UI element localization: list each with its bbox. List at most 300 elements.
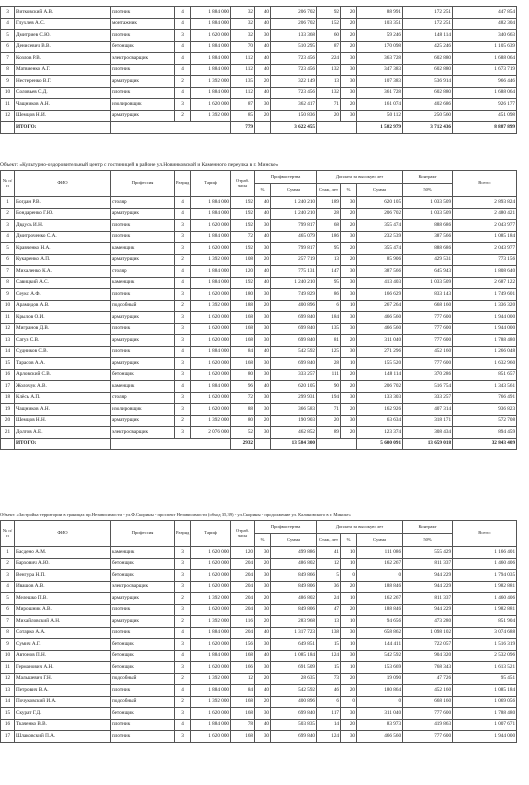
table-cell: 7 <box>1 616 15 628</box>
table-cell: каменщик <box>111 547 175 559</box>
table-cell: 20 <box>255 696 271 708</box>
table-cell: Козлов Р.В. <box>15 53 111 65</box>
table-cell: 3 <box>175 570 191 582</box>
table-cell: 17 <box>1 381 15 393</box>
table-cell: 1 392 000 <box>191 593 231 605</box>
table-cell: 1 794 035 <box>453 570 517 582</box>
table-cell: 30 <box>341 87 357 99</box>
table-row <box>1 7 517 19</box>
table-cell: 2 043 977 <box>453 243 517 255</box>
table-cell: 20 <box>341 41 357 53</box>
table-cell: 1 944 000 <box>453 731 517 743</box>
table-cell: 135 <box>231 76 255 88</box>
table-cell: 3 <box>175 604 191 616</box>
table-cell: 40 <box>255 231 271 243</box>
table-cell: 232 539 <box>357 231 403 243</box>
table-cell: 192 <box>231 243 255 255</box>
table-cell: Кукаренко А.П. <box>15 254 111 266</box>
table-row <box>1 335 517 347</box>
table-cell: 40 <box>255 381 271 393</box>
table-row <box>1 696 517 708</box>
table-cell: арматурщик <box>111 358 175 370</box>
table-cell: плотник <box>111 289 175 301</box>
table-cell: 1 884 000 <box>191 197 231 209</box>
table-cell: 111 086 <box>357 547 403 559</box>
table-cell: 12 <box>1 110 15 122</box>
table-cell: 12 <box>1 323 15 335</box>
table-cell: 30 <box>341 323 357 335</box>
table-cell: 447 854 <box>453 7 517 19</box>
table-cell: 206 702 <box>357 381 403 393</box>
table-cell: столяр <box>111 266 175 278</box>
header-premium: Профвастертва <box>255 521 317 534</box>
table-row <box>1 346 517 358</box>
table-cell: 20 <box>341 18 357 30</box>
table-row <box>1 369 517 381</box>
table-cell: 28 <box>317 208 341 220</box>
table-cell: Клёсь А.П. <box>15 392 111 404</box>
table-cell: Дмитриев С.Ю. <box>15 30 111 42</box>
table-cell: 1 884 000 <box>191 7 231 19</box>
table-cell: Чащников А.Н. <box>15 99 111 111</box>
table-cell: 30 <box>255 547 271 559</box>
table-cell: 8 <box>1 277 15 289</box>
table-cell: 9 <box>1 289 15 301</box>
table-row <box>1 673 517 685</box>
table-cell: 95 <box>317 277 341 289</box>
table-cell: арматурщик <box>111 616 175 628</box>
table-row <box>1 300 517 312</box>
table-cell: 400 896 <box>271 696 317 708</box>
table-cell: 602 880 <box>403 87 453 99</box>
table-cell: 204 <box>231 593 255 605</box>
table-cell: 20 <box>341 673 357 685</box>
table-row <box>1 266 517 278</box>
table-cell: 366 583 <box>271 404 317 416</box>
table-row <box>1 30 517 42</box>
table-cell: 699 840 <box>271 358 317 370</box>
table-cell: 10 <box>341 616 357 628</box>
table-cell: 3 <box>1 570 15 582</box>
table-cell: 4 <box>175 277 191 289</box>
table-cell: Двдусь И.Н. <box>15 220 111 232</box>
table-cell: 4 <box>1 18 15 30</box>
table-cell: 30 <box>255 427 271 439</box>
table-cell: 4 <box>175 197 191 209</box>
table-cell: 0 <box>341 696 357 708</box>
table-cell: 30 <box>255 708 271 720</box>
table-cell: арматурщик <box>111 593 175 605</box>
table-cell: 429 531 <box>403 254 453 266</box>
table-row <box>1 593 517 605</box>
table-cell: 5 <box>1 30 15 42</box>
table-cell: каменщик <box>111 381 175 393</box>
table-cell: 1 884 000 <box>191 208 231 220</box>
table-cell: Долгов А.Е. <box>15 427 111 439</box>
table-cell: 466 560 <box>357 731 403 743</box>
table-cell: 1 620 000 <box>191 604 231 616</box>
table-cell: 452 160 <box>403 685 453 697</box>
table-cell-empty <box>317 438 357 450</box>
table-cell: 71 <box>317 99 341 111</box>
table-cell: Петрович В.А. <box>15 685 111 697</box>
table-cell: 3 <box>1 220 15 232</box>
table-cell: 3 <box>175 547 191 559</box>
table-row <box>1 627 517 639</box>
table-cell: 425 246 <box>403 41 453 53</box>
table-cell: 699 840 <box>271 312 317 324</box>
table-cell: 1 884 000 <box>191 685 231 697</box>
table-cell: 311 040 <box>357 708 403 720</box>
table-cell: 168 <box>231 708 255 720</box>
table-cell: 28 635 <box>271 673 317 685</box>
header-tariff: Тариф <box>191 521 231 547</box>
header-rank: Разряд <box>175 521 191 547</box>
table-cell: 1 944 000 <box>453 323 517 335</box>
table-cell: 30 <box>255 392 271 404</box>
total-sum: 13 584 300 <box>271 438 317 450</box>
table-cell: 1 620 000 <box>191 547 231 559</box>
table-cell: 13 <box>317 254 341 266</box>
total-contract: 3 712 436 <box>403 122 453 134</box>
table-cell: плотник <box>111 7 175 19</box>
table-3-header <box>1 521 517 534</box>
table-cell: 888 686 <box>403 243 453 255</box>
table-cell: 47 726 <box>403 673 453 685</box>
table-cell: 936 823 <box>453 404 517 416</box>
table-cell: 283 968 <box>271 616 317 628</box>
table-cell: 3 <box>175 392 191 404</box>
table-cell: 94 656 <box>357 616 403 628</box>
table-cell: 749 829 <box>271 289 317 301</box>
table-cell: 1 944 000 <box>453 312 517 324</box>
table-cell: 308 434 <box>403 427 453 439</box>
table-cell: 92 <box>317 7 341 19</box>
table-cell: 3 <box>175 231 191 243</box>
table-cell: 10 <box>341 547 357 559</box>
table-cell: 224 <box>317 53 341 65</box>
table-cell: подсобный <box>111 300 175 312</box>
table-cell: 15 <box>317 662 341 674</box>
table-cell: 10 <box>341 593 357 605</box>
table-cell: 10 <box>1 87 15 99</box>
table-cell: 1 460 406 <box>453 593 517 605</box>
table-cell: 926 177 <box>453 99 517 111</box>
total-label: ИТОГО: <box>15 122 111 134</box>
table-cell: 89 <box>317 427 341 439</box>
table-cell: 466 560 <box>357 323 403 335</box>
table-cell: 95 <box>317 243 341 255</box>
table-cell: 503 835 <box>271 719 317 731</box>
table-cell: 111 <box>317 369 341 381</box>
table-cell: 4 <box>175 87 191 99</box>
table-cell: арматурщик <box>111 208 175 220</box>
table-cell: 20 <box>255 76 271 88</box>
table-cell: 1 788 480 <box>453 335 517 347</box>
table-cell: 161 074 <box>357 99 403 111</box>
table-cell: 180 864 <box>357 685 403 697</box>
table-row <box>1 76 517 88</box>
table-cell: 1 620 000 <box>191 323 231 335</box>
table-cell: Крылов О.И. <box>15 312 111 324</box>
table-cell: 1 749 601 <box>453 289 517 301</box>
table-cell: 777 600 <box>403 312 453 324</box>
table-cell: 542 592 <box>271 346 317 358</box>
table-cell: 3 <box>175 558 191 570</box>
table-cell: 84 <box>231 346 255 358</box>
table-cell: 536 914 <box>403 76 453 88</box>
table-cell: 204 <box>231 604 255 616</box>
table-cell: 2 076 000 <box>191 427 231 439</box>
table-cell: плотник <box>111 64 175 76</box>
table-cell: 1 069 056 <box>453 696 517 708</box>
table-cell: 340 663 <box>453 30 517 42</box>
table-cell: 30 <box>341 650 357 662</box>
table-cell: 250 560 <box>403 110 453 122</box>
table-cell: 620 105 <box>357 197 403 209</box>
table-cell: 30 <box>341 110 357 122</box>
table-cell: 9 <box>1 639 15 651</box>
table-cell: 4 <box>175 53 191 65</box>
table-cell: 2 <box>175 110 191 122</box>
table-cell: 1 884 000 <box>191 53 231 65</box>
table-row <box>1 220 517 232</box>
total-label: ИТОГО: <box>15 438 111 450</box>
table-cell: 40 <box>255 53 271 65</box>
table-cell: 1 620 000 <box>191 30 231 42</box>
table-cell: 1 620 000 <box>191 289 231 301</box>
table-cell: 1 788 480 <box>453 708 517 720</box>
table-cell: 4 <box>175 208 191 220</box>
table-cell: 572 708 <box>453 415 517 427</box>
table-cell: 1 620 000 <box>191 404 231 416</box>
table-cell: плотник <box>111 220 175 232</box>
table-cell: бетонщик <box>111 650 175 662</box>
table-cell: 419 863 <box>403 719 453 731</box>
table-cell: 40 <box>255 685 271 697</box>
table-cell: 811 337 <box>403 593 453 605</box>
table-cell: 849 806 <box>271 604 317 616</box>
table-cell: 1 620 000 <box>191 99 231 111</box>
table-cell: 20 <box>255 593 271 605</box>
table-cell: 30 <box>255 243 271 255</box>
table-cell: 1 620 000 <box>191 708 231 720</box>
table-cell: 30 <box>341 392 357 404</box>
table-cell: 0 <box>357 570 403 582</box>
table-cell: 125 <box>317 346 341 358</box>
table-cell: 3 <box>175 289 191 301</box>
table-cell: 40 <box>255 719 271 731</box>
table-cell: 1 166 401 <box>453 547 517 559</box>
table-cell: 85 <box>231 110 255 122</box>
table-cell: арматурщик <box>111 312 175 324</box>
table-cell: 400 896 <box>271 300 317 312</box>
table-cell: 103 351 <box>357 18 403 30</box>
table-cell: 1 033 509 <box>403 277 453 289</box>
table-cell: 156 <box>231 639 255 651</box>
table-cell: 1 673 719 <box>453 64 517 76</box>
table-cell: 189 <box>317 197 341 209</box>
table-cell: 602 880 <box>403 53 453 65</box>
table-row <box>1 41 517 53</box>
table-cell: 6 <box>317 696 341 708</box>
table-cell: 451 098 <box>453 110 517 122</box>
header-contract: Контракт <box>403 171 453 184</box>
table-cell: 8 <box>1 64 15 76</box>
table-cell: 40 <box>255 650 271 662</box>
table-cell: 186 <box>317 231 341 243</box>
table-cell: 11 <box>1 312 15 324</box>
table-cell: 944 229 <box>403 604 453 616</box>
table-cell: 40 <box>255 197 271 209</box>
table-cell: 1 620 000 <box>191 358 231 370</box>
header-n: № п/п <box>1 171 15 197</box>
table-cell: 30 <box>255 581 271 593</box>
table-row <box>1 323 517 335</box>
table-cell: 1 613 521 <box>453 662 517 674</box>
table-cell: 3 <box>175 243 191 255</box>
table-cell: Жолочук А.В. <box>15 381 111 393</box>
table-cell: 811 337 <box>403 558 453 570</box>
table-cell: 658 862 <box>357 627 403 639</box>
table-cell: 184 <box>317 312 341 324</box>
table-cell: 1 240 210 <box>271 277 317 289</box>
table-cell: 68 <box>317 220 341 232</box>
table-cell: 192 <box>231 208 255 220</box>
table-cell: 83 973 <box>357 719 403 731</box>
table-cell: 170 098 <box>357 41 403 53</box>
table-cell: 2 <box>175 616 191 628</box>
table-row <box>1 53 517 65</box>
table-row <box>1 581 517 593</box>
table-cell: 20 <box>255 415 271 427</box>
table-cell: 3 <box>1 7 15 19</box>
table-cell: Богдан Р.В. <box>15 197 111 209</box>
table-cell: 3 <box>175 369 191 381</box>
table-cell: 602 880 <box>403 64 453 76</box>
table-cell: 2 <box>175 76 191 88</box>
header-c50: 50% <box>403 534 453 547</box>
table-cell: Сатуз С.В. <box>15 335 111 347</box>
table-cell: 3 074 688 <box>453 627 517 639</box>
header-sum2: Сумма <box>357 184 403 197</box>
table-cell: 30 <box>255 639 271 651</box>
header-pct2: % <box>341 534 357 547</box>
table-cell: бетонщик <box>111 639 175 651</box>
table-row <box>1 662 517 674</box>
table-cell: 30 <box>255 358 271 370</box>
header-name: ФИО <box>15 521 111 547</box>
table-cell: плотник <box>111 685 175 697</box>
table-cell: 116 <box>231 616 255 628</box>
table-cell: 32 <box>231 7 255 19</box>
table-cell: 20 <box>255 254 271 266</box>
table-cell: 206 702 <box>357 208 403 220</box>
table-cell: 72 <box>231 231 255 243</box>
header-total: Всего: <box>453 521 517 547</box>
table-cell: 966 446 <box>453 76 517 88</box>
table-cell: 1 085 184 <box>271 650 317 662</box>
table-cell: 18 <box>1 392 15 404</box>
table-cell: 722 057 <box>403 639 453 651</box>
table-row <box>1 415 517 427</box>
table-cell: Судников С.В. <box>15 346 111 358</box>
table-cell: 462 852 <box>271 427 317 439</box>
table-cell: 180 <box>231 289 255 301</box>
table-cell: Соловьев С.Д. <box>15 87 111 99</box>
table-cell: 1 392 000 <box>191 415 231 427</box>
table-cell: 3 <box>175 335 191 347</box>
table-cell: Скурат Г.Д. <box>15 708 111 720</box>
table-cell: 1 884 000 <box>191 719 231 731</box>
table-cell: 1 884 000 <box>191 346 231 358</box>
table-cell: 904 320 <box>403 650 453 662</box>
table-cell: 206 702 <box>271 18 317 30</box>
header-stage: Стаж, лет <box>317 534 341 547</box>
table-cell: 40 <box>255 208 271 220</box>
table-cell: 4 <box>175 41 191 53</box>
table-cell: 10 <box>1 300 15 312</box>
table-cell: 1 392 000 <box>191 300 231 312</box>
table-cell: 3 <box>175 323 191 335</box>
table-cell: 542 592 <box>271 685 317 697</box>
table-cell: 4 <box>175 685 191 697</box>
table-cell: 347 383 <box>357 64 403 76</box>
table-cell: 13 <box>1 335 15 347</box>
table-cell: 120 <box>231 547 255 559</box>
table-cell: 516 754 <box>403 381 453 393</box>
table-cell: 387 566 <box>357 266 403 278</box>
table-cell: 1 884 000 <box>191 18 231 30</box>
table-cell: 1 884 000 <box>191 266 231 278</box>
table-cell: столяр <box>111 197 175 209</box>
table-cell: 699 840 <box>271 731 317 743</box>
table-cell: плотник <box>111 719 175 731</box>
table-cell: 80 <box>231 415 255 427</box>
table-cell: 1 085 184 <box>453 685 517 697</box>
table-cell: 30 <box>341 731 357 743</box>
table-cell: Шемцов Н.И. <box>15 110 111 122</box>
table-cell: 361 728 <box>357 87 403 99</box>
total-hours: 2932 <box>231 438 255 450</box>
table-cell: 699 840 <box>271 335 317 347</box>
table-row <box>1 650 517 662</box>
table-cell: 30 <box>341 266 357 278</box>
table-cell: 204 <box>231 558 255 570</box>
object-title-3: Объект: «Застройка территории в границах пр.Независимости - ул.Ф.Скорины - проспект Независимости (обход 35,39) - ул.Скорины - продолжение ул. Калиновского в г. Минске» <box>0 512 351 517</box>
table-cell: Нестеренко В.Г. <box>15 76 111 88</box>
table-row <box>1 358 517 370</box>
table-cell: 204 <box>231 627 255 639</box>
table-cell: 2 <box>175 696 191 708</box>
table-cell: Глухлев А.С. <box>15 18 111 30</box>
table-cell: 95 451 <box>453 673 517 685</box>
total-all: 8 887 899 <box>453 122 517 134</box>
total-all: 32 843 409 <box>453 438 517 450</box>
table-cell: 40 <box>255 87 271 99</box>
total-row <box>1 438 517 450</box>
table-cell: 108 <box>231 254 255 266</box>
table-cell: 3 <box>175 581 191 593</box>
table-cell: 138 <box>317 627 341 639</box>
table-cell: 4 <box>175 18 191 30</box>
table-cell: 2 <box>175 300 191 312</box>
table-cell: 155 520 <box>357 358 403 370</box>
table-cell: 20 <box>341 427 357 439</box>
table-cell: 10 <box>341 358 357 370</box>
table-cell: 8 <box>1 627 15 639</box>
table-cell: 2 043 977 <box>453 220 517 232</box>
